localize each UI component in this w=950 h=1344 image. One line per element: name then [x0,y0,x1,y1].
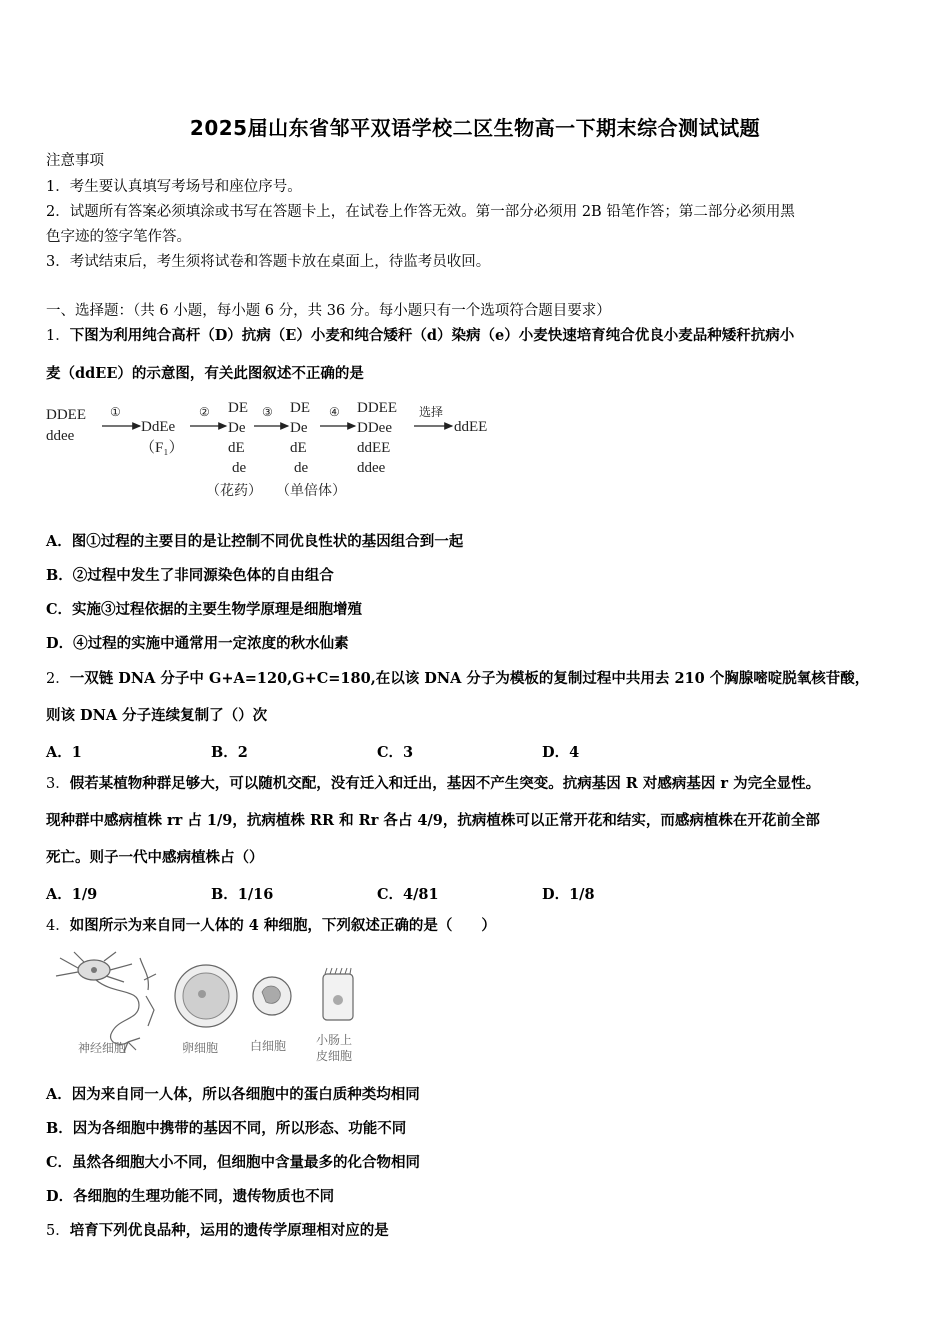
haploid-genotype: DE [290,400,310,416]
parent-genotype: ddee [46,428,75,444]
option-d: D．1/8 [542,886,595,903]
cells-figure [44,950,374,1068]
section-heading: 一、选择题：（共 6 小题，每小题 6 分，共 36 分。每小题只有一个选项符合题目要求） [46,303,611,319]
pollen-genotype: de [232,460,247,476]
option-d: D．各细胞的生理功能不同，遗传物质也不同 [46,1188,335,1205]
result-genotype: ddEE [454,419,488,435]
option-d: D．④过程的实施中通常用一定浓度的秋水仙素 [46,635,349,652]
question-number: 5． [46,1223,70,1239]
option-c: C．4/81 [377,886,439,903]
pollen-genotype: dE [228,440,245,456]
parent-genotype: DDEE [46,407,86,423]
pollen-label: （花药） [206,484,262,499]
question-3-stem: 3．假若某植物种群足够大，可以随机交配，没有迁入和迁出，基因不产生突变。抗病基因 R 对感病基因 r 为完全显性。 [46,775,821,792]
notice-item: 1．考生要认真填写考场号和座位序号。 [46,179,302,195]
doubled-genotype: ddee [357,460,386,476]
question-1-stem: 1．下图为利用纯合高杆（D）抗病（E）小麦和纯合矮秆（d）染病（e）小麦快速培育纯合优良小麦品种矮秆抗病小 [46,327,795,344]
f1-genotype: DdEe [141,419,176,435]
question-2-stem: 2．一双链 DNA 分子中 G+A=120,G+C=180,在以该 DNA 分子为模板的复制过程中共用去 210 个胸腺嘧啶脱氧核苷酸， [46,670,870,687]
haploid-genotype: De [290,420,308,436]
notice-item: 色字迹的签字笔作答。 [46,229,191,245]
cell-label: 皮细胞 [316,1049,353,1063]
breeding-diagram [44,392,514,504]
step-label: 选择 [419,405,444,419]
question-3-stem-cont: 现种群中感病植株 rr 占 1/9，抗病植株 RR 和 Rr 各占 4/9，抗病植株可以正常开花和结实，而感病植株在开花前全部 [46,812,820,829]
doubled-genotype: DDee [357,420,392,436]
option-a: A．1/9 [46,886,98,903]
f1-label: （F₁） [140,440,184,456]
step-label: ① [110,405,121,419]
cell-label: 神经细胞 [78,1041,127,1055]
question-5-stem: 5．培育下列优良品种，运用的遗传学原理相对应的是 [46,1222,389,1239]
step-label: ④ [329,405,340,419]
question-number: 4． [46,918,70,934]
question-2-stem-cont: 则该 DNA 分子连续复制了（）次 [46,707,268,724]
option-b: B．2 [211,744,248,761]
cell-label: 卵细胞 [182,1041,219,1055]
intestinal-epithelial-cell-icon [323,968,353,1020]
haploid-genotype: de [294,460,309,476]
haploid-label: （单倍体） [276,484,346,499]
question-number: 3． [46,776,70,792]
pollen-genotype: De [228,420,246,436]
option-c: C．实施③过程依据的主要生物学原理是细胞增殖 [46,601,363,618]
option-b: B．②过程中发生了非同源染色体的自由组合 [46,567,334,584]
option-c: C．虽然各细胞大小不同，但细胞中含量最多的化合物相同 [46,1154,421,1171]
question-number: 1． [46,328,70,344]
option-a: A．1 [46,744,82,761]
haploid-genotype: dE [290,440,307,456]
doubled-genotype: ddEE [357,440,391,456]
option-a: A．图①过程的主要目的是让控制不同优良性状的基因组合到一起 [46,533,464,550]
question-number: 2． [46,671,70,687]
notice-item: 2．试题所有答案必须填涂或书写在答题卡上，在试卷上作答无效。第一部分必须用 2B 铅笔作答；第二部分必须用黑 [46,204,795,220]
option-a: A．因为来自同一人体，所以各细胞中的蛋白质种类均相同 [46,1086,420,1103]
neuron-icon [56,952,156,1052]
cell-label: 小肠上 [316,1033,353,1047]
option-b: B．1/16 [211,886,274,903]
page-title: 2025届山东省邹平双语学校二区生物高一下期末综合测试试题 [189,116,761,140]
option-d: D．4 [542,744,580,761]
option-b: B．因为各细胞中携带的基因不同，所以形态、功能不同 [46,1120,407,1137]
white-blood-cell-icon [253,977,291,1015]
pollen-genotype: DE [228,400,248,416]
notice-item: 3．考试结束后，考生须将试卷和答题卡放在桌面上，待监考员收回。 [46,254,491,270]
step-label: ② [199,405,210,419]
cell-label: 白细胞 [250,1039,287,1053]
notice-heading: 注意事项 [46,153,104,169]
question-3-stem-cont: 死亡。则子一代中感病植株占（） [46,849,264,866]
question-1-stem-cont: 麦（ddEE）的示意图，有关此图叙述不正确的是 [46,365,364,382]
doubled-genotype: DDEE [357,400,397,416]
question-4-stem: 4．如图所示为来自同一人体的 4 种细胞，下列叙述正确的是（ ） [46,917,496,934]
option-c: C．3 [377,744,414,761]
step-label: ③ [262,405,273,419]
egg-cell-icon [175,965,237,1027]
